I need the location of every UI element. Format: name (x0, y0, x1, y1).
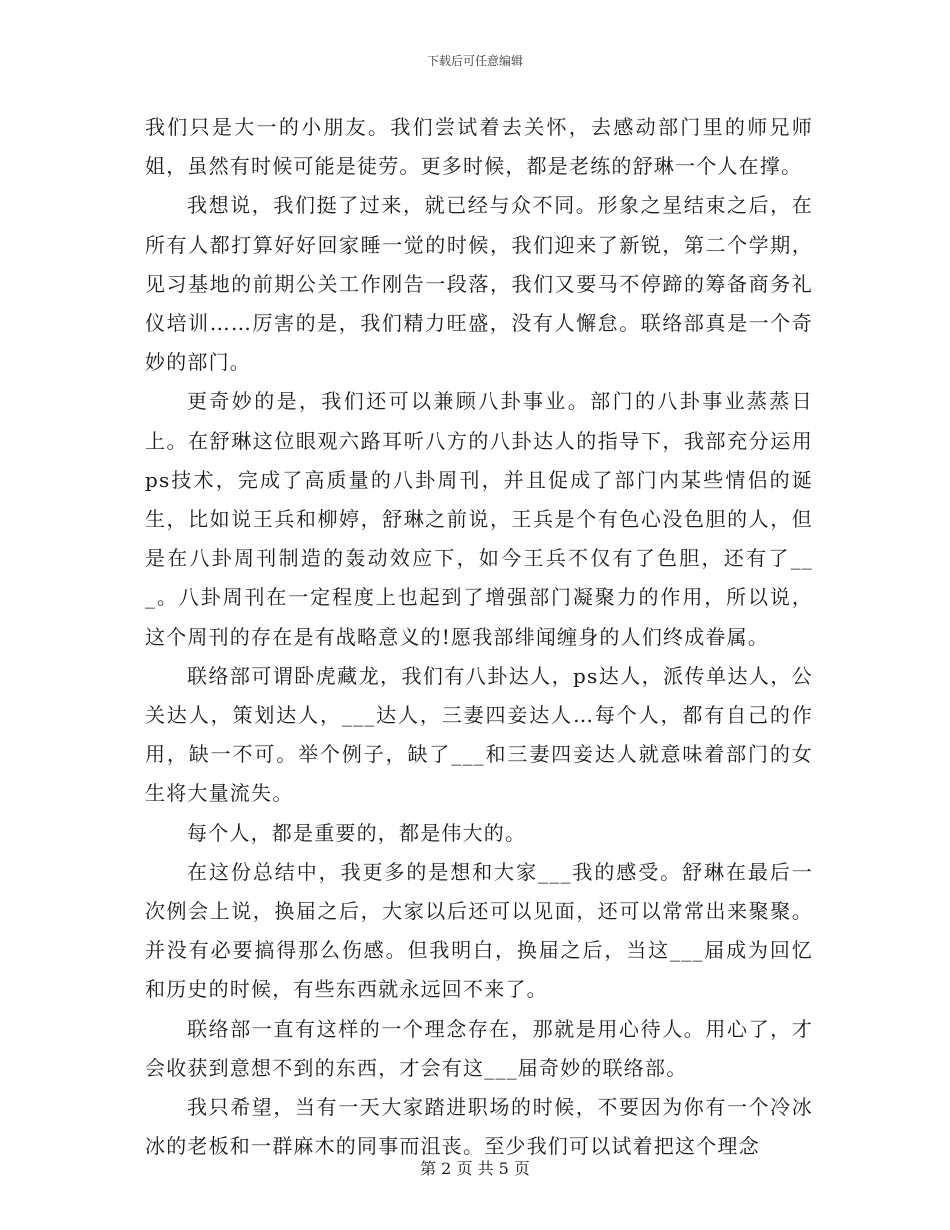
page-header: 下载后可任意编辑 (426, 54, 523, 68)
paragraph-5: 每个人，都是重要的，都是伟大的。 (187, 820, 527, 845)
paragraph-2: 我想说，我们挺了过来，就已经与众不同。形象之星结束之后，在所有人都打算好好回家睡一觉的时候，我们迎来了新锐，第二个学期，见习基地的前期公关工作刚告一段落，我们又要马不停蹄的筹备商务礼仪培训……厉害的是，我们精力旺盛，没有人懈怠。联络部真是一个奇妙的部门。 (145, 193, 813, 375)
paragraph-1: 我们只是大一的小朋友。我们尝试着去关怀，去感动部门里的师兄师姐，虽然有时候可能是徒劳。更多时候，都是老练的舒琳一个人在撑。 (145, 115, 813, 179)
paragraph-8: 我只希望，当有一天大家踏进职场的时候，不要因为你有一个冷冰冰的老板和一群麻木的同事而沮丧。至少我们可以试着把这个理念 (145, 1095, 813, 1159)
document-body (145, 108, 813, 1166)
paragraph-3: 更奇妙的是，我们还可以兼顾八卦事业。部门的八卦事业蒸蒸日上。在舒琳这位眼观六路耳听八方的八卦达人的指导下，我部充分运用ps技术，完成了高质量的八卦周刊，并且促成了部门内某些情侣的诞生，比如说王兵和柳婷，舒琳之前说，王兵是个有色心没色胆的人，但是在八卦周刊制造的轰动效应下，如今王兵不仅有了色胆，还有了___。八卦周刊在一定程度上也起到了增强部门凝聚力的作用，所以说，这个周刊的存在是有战略意义的!愿我部绯闻缠身的人们终成眷属。 (145, 389, 813, 649)
paragraph-6: 在这份总结中，我更多的是想和大家___我的感受。舒琳在最后一次例会上说，换届之后，大家以后还可以见面，还可以常常出来聚聚。并没有必要搞得那么伤感。但我明白，换届之后，当这___届成为回忆和历史的时候，有些东西就永远回不来了。 (145, 859, 813, 1002)
paragraph-4: 联络部可谓卧虎藏龙，我们有八卦达人，ps达人，派传单达人，公关达人，策划达人，___达人，三妻四妾达人…每个人，都有自己的作用，缺一不可。举个例子，缺了___和三妻四妾达人就意味着部门的女生将大量流失。 (145, 663, 813, 806)
paragraph-7: 联络部一直有这样的一个理念存在，那就是用心待人。用心了，才会收获到意想不到的东西，才会有这___届奇妙的联络部。 (145, 1016, 813, 1080)
page-footer: 第 2 页 共 5 页 (420, 1159, 530, 1178)
